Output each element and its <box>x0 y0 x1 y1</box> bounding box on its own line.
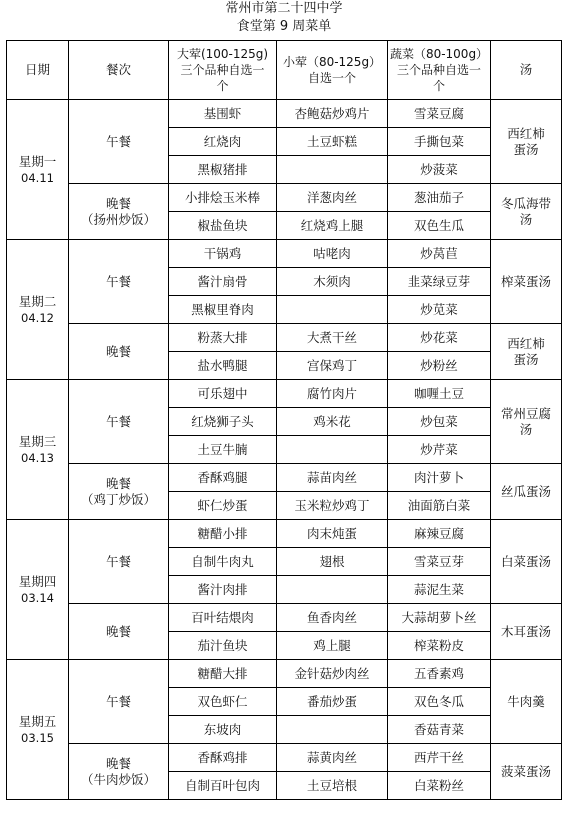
meal-name-line: 晚餐 <box>105 195 131 211</box>
header-big-line: 大荤(100-125g) <box>176 47 269 61</box>
header-big-meat <box>169 41 277 100</box>
small-meat-dish: 鸡上腿 <box>277 632 388 660</box>
day-cell <box>7 100 69 240</box>
header-small-line: 自选一个 <box>307 71 356 85</box>
soup-name-line: 木耳蛋汤 <box>500 623 551 639</box>
soup-cell <box>491 520 562 604</box>
meal-cell <box>69 100 169 184</box>
table-row <box>7 184 562 212</box>
soup-name-line: 白菜蛋汤 <box>500 553 551 569</box>
meal-cell <box>69 660 169 744</box>
date-label: 03.15 <box>21 730 54 745</box>
date-label: 03.14 <box>21 590 54 605</box>
soup-cell <box>491 324 562 380</box>
menu-week-title: 食堂第 9 周菜单 <box>236 19 332 34</box>
meal-name-line: 晚餐 <box>105 623 131 639</box>
small-meat-dish: 土豆虾糕 <box>277 128 388 156</box>
day-cell <box>7 240 69 380</box>
small-meat-dish: 蒜黄肉丝 <box>277 744 388 772</box>
small-meat-dish <box>277 436 388 464</box>
small-meat-dish: 咕咾肉 <box>277 240 388 268</box>
big-meat-dish: 东坡肉 <box>169 716 277 744</box>
weekday-label: 星期一 <box>18 153 57 169</box>
soup-cell <box>491 464 562 520</box>
table-row <box>7 324 562 352</box>
soup-name-line: 丝瓜蛋汤 <box>500 483 551 499</box>
menu-body <box>7 100 562 800</box>
big-meat-dish: 糖醋小排 <box>169 520 277 548</box>
header-date <box>7 41 69 100</box>
meal-name-line: （鸡丁炒饭） <box>80 491 156 507</box>
meal-cell <box>69 324 169 380</box>
meal-name-line: 晚餐 <box>105 475 131 491</box>
soup-name-line: 蛋汤 <box>513 141 539 157</box>
small-meat-dish: 杏鲍菇炒鸡片 <box>277 100 388 128</box>
header-vegetable <box>388 41 491 100</box>
vegetable-dish: 西芹干丝 <box>388 744 491 772</box>
weekday-label: 星期四 <box>18 573 57 589</box>
meal-name-line: （扬州炒饭） <box>80 211 156 227</box>
soup-name-line: 榨菜蛋汤 <box>500 273 551 289</box>
meal-name-line: 午餐 <box>105 133 131 149</box>
table-row <box>7 604 562 632</box>
day-cell <box>7 660 69 800</box>
vegetable-dish: 雪菜豆芽 <box>388 548 491 576</box>
soup-cell <box>491 100 562 184</box>
big-meat-dish: 酱汁肉排 <box>169 576 277 604</box>
small-meat-dish: 番茄炒蛋 <box>277 688 388 716</box>
big-meat-dish: 盐水鸭腿 <box>169 352 277 380</box>
date-label: 04.12 <box>21 310 54 325</box>
big-meat-dish: 自制百叶包肉 <box>169 772 277 800</box>
vegetable-dish: 炒苋菜 <box>388 296 491 324</box>
vegetable-dish: 肉汁萝卜 <box>388 464 491 492</box>
big-meat-dish: 香酥鸡排 <box>169 744 277 772</box>
header-veg-line: 个 <box>432 79 445 93</box>
vegetable-dish: 炒包菜 <box>388 408 491 436</box>
small-meat-dish <box>277 716 388 744</box>
big-meat-dish: 黑椒猪排 <box>169 156 277 184</box>
big-meat-dish: 茄汁鱼块 <box>169 632 277 660</box>
vegetable-dish: 炒芹菜 <box>388 436 491 464</box>
header-veg-line: 蔬菜（80-100g） <box>389 47 489 61</box>
big-meat-dish: 红烧肉 <box>169 128 277 156</box>
big-meat-dish: 百叶结煨肉 <box>169 604 277 632</box>
meal-name-line: 午餐 <box>105 273 131 289</box>
vegetable-dish: 炒菠菜 <box>388 156 491 184</box>
soup-cell <box>491 380 562 464</box>
vegetable-dish: 白菜粉丝 <box>388 772 491 800</box>
soup-name-line: 蛋汤 <box>513 351 539 367</box>
header-small-meat <box>277 41 388 100</box>
meal-cell <box>69 604 169 660</box>
small-meat-dish: 翅根 <box>277 548 388 576</box>
vegetable-dish: 双色冬瓜 <box>388 688 491 716</box>
table-row <box>7 240 562 268</box>
big-meat-dish: 双色虾仁 <box>169 688 277 716</box>
soup-cell <box>491 660 562 744</box>
soup-name-line: 西红柿 <box>507 125 545 141</box>
big-meat-dish: 香酥鸡腿 <box>169 464 277 492</box>
vegetable-dish: 咖喱土豆 <box>388 380 491 408</box>
table-row <box>7 100 562 128</box>
weekday-label: 星期三 <box>18 433 57 449</box>
small-meat-dish: 宫保鸡丁 <box>277 352 388 380</box>
date-label: 04.11 <box>21 170 54 185</box>
vegetable-dish: 蒜泥生菜 <box>388 576 491 604</box>
vegetable-dish: 雪菜豆腐 <box>388 100 491 128</box>
header-meal <box>69 41 169 100</box>
header-row <box>7 41 562 100</box>
table-row <box>7 464 562 492</box>
menu-title <box>0 0 568 36</box>
meal-name-line: 晚餐 <box>105 343 131 359</box>
small-meat-dish: 鸡米花 <box>277 408 388 436</box>
meal-cell <box>69 464 169 520</box>
big-meat-dish: 自制牛肉丸 <box>169 548 277 576</box>
small-meat-dish: 大煮干丝 <box>277 324 388 352</box>
table-row <box>7 660 562 688</box>
soup-name-line: 汤 <box>519 211 533 227</box>
vegetable-dish: 大蒜胡萝卜丝 <box>388 604 491 632</box>
day-cell <box>7 380 69 520</box>
soup-cell <box>491 184 562 240</box>
small-meat-dish <box>277 156 388 184</box>
meal-name-line: 午餐 <box>105 553 131 569</box>
small-meat-dish <box>277 296 388 324</box>
vegetable-dish: 炒花菜 <box>388 324 491 352</box>
menu-table-container <box>6 40 562 800</box>
meal-name-line: （牛肉炒饭） <box>80 771 156 787</box>
header-soup <box>491 41 562 100</box>
date-label: 04.13 <box>21 450 54 465</box>
vegetable-dish: 韭菜绿豆芽 <box>388 268 491 296</box>
big-meat-dish: 干锅鸡 <box>169 240 277 268</box>
table-row <box>7 744 562 772</box>
small-meat-dish: 鱼香肉丝 <box>277 604 388 632</box>
header-meal-label: 餐次 <box>105 62 131 77</box>
small-meat-dish: 洋葱肉丝 <box>277 184 388 212</box>
big-meat-dish: 虾仁炒蛋 <box>169 492 277 520</box>
big-meat-dish: 基围虾 <box>169 100 277 128</box>
small-meat-dish <box>277 576 388 604</box>
soup-cell <box>491 240 562 324</box>
meal-cell <box>69 240 169 324</box>
small-meat-dish: 红烧鸡上腿 <box>277 212 388 240</box>
vegetable-dish: 油面筋白菜 <box>388 492 491 520</box>
table-row <box>7 380 562 408</box>
school-name: 常州市第二十四中学 <box>225 1 343 16</box>
vegetable-dish: 香菇青菜 <box>388 716 491 744</box>
big-meat-dish: 小排烩玉米棒 <box>169 184 277 212</box>
soup-cell <box>491 604 562 660</box>
header-soup-label: 汤 <box>519 62 533 77</box>
small-meat-dish: 土豆培根 <box>277 772 388 800</box>
meal-name-line: 晚餐 <box>105 755 131 771</box>
small-meat-dish: 木须肉 <box>277 268 388 296</box>
vegetable-dish: 双色生瓜 <box>388 212 491 240</box>
header-big-line: 三个品种自选一 <box>180 63 265 77</box>
soup-name-line: 冬瓜海带 <box>500 195 551 211</box>
vegetable-dish: 麻辣豆腐 <box>388 520 491 548</box>
small-meat-dish: 腐竹肉片 <box>277 380 388 408</box>
meal-cell <box>69 184 169 240</box>
big-meat-dish: 红烧狮子头 <box>169 408 277 436</box>
big-meat-dish: 可乐翅中 <box>169 380 277 408</box>
vegetable-dish: 榨菜粉皮 <box>388 632 491 660</box>
soup-name-line: 常州豆腐 <box>500 405 551 421</box>
soup-name-line: 西红柿 <box>507 335 545 351</box>
header-date-label: 日期 <box>24 62 50 77</box>
header-small-line: 小荤（80-125g） <box>282 55 382 69</box>
vegetable-dish: 炒粉丝 <box>388 352 491 380</box>
day-cell <box>7 520 69 660</box>
meal-name-line: 午餐 <box>105 693 131 709</box>
big-meat-dish: 土豆牛腩 <box>169 436 277 464</box>
header-veg-line: 三个品种自选一 <box>396 63 481 77</box>
big-meat-dish: 糖醋大排 <box>169 660 277 688</box>
vegetable-dish: 手撕包菜 <box>388 128 491 156</box>
big-meat-dish: 椒盐鱼块 <box>169 212 277 240</box>
meal-cell <box>69 744 169 800</box>
big-meat-dish: 粉蒸大排 <box>169 324 277 352</box>
big-meat-dish: 黑椒里脊肉 <box>169 296 277 324</box>
small-meat-dish: 玉米粒炒鸡丁 <box>277 492 388 520</box>
soup-name-line: 菠菜蛋汤 <box>500 763 551 779</box>
small-meat-dish: 肉末炖蛋 <box>277 520 388 548</box>
soup-name-line: 牛肉羹 <box>507 693 545 709</box>
weekday-label: 星期五 <box>18 713 57 729</box>
small-meat-dish: 金针菇炒肉丝 <box>277 660 388 688</box>
table-row <box>7 520 562 548</box>
vegetable-dish: 葱油茄子 <box>388 184 491 212</box>
menu-table <box>6 40 562 800</box>
meal-cell <box>69 380 169 464</box>
meal-name-line: 午餐 <box>105 413 131 429</box>
vegetable-dish: 五香素鸡 <box>388 660 491 688</box>
meal-cell <box>69 520 169 604</box>
soup-name-line: 汤 <box>519 421 533 437</box>
weekday-label: 星期二 <box>18 293 57 309</box>
header-big-line: 个 <box>216 79 229 93</box>
soup-cell <box>491 744 562 800</box>
big-meat-dish: 酱汁扇骨 <box>169 268 277 296</box>
small-meat-dish: 蒜苗肉丝 <box>277 464 388 492</box>
vegetable-dish: 炒莴苣 <box>388 240 491 268</box>
